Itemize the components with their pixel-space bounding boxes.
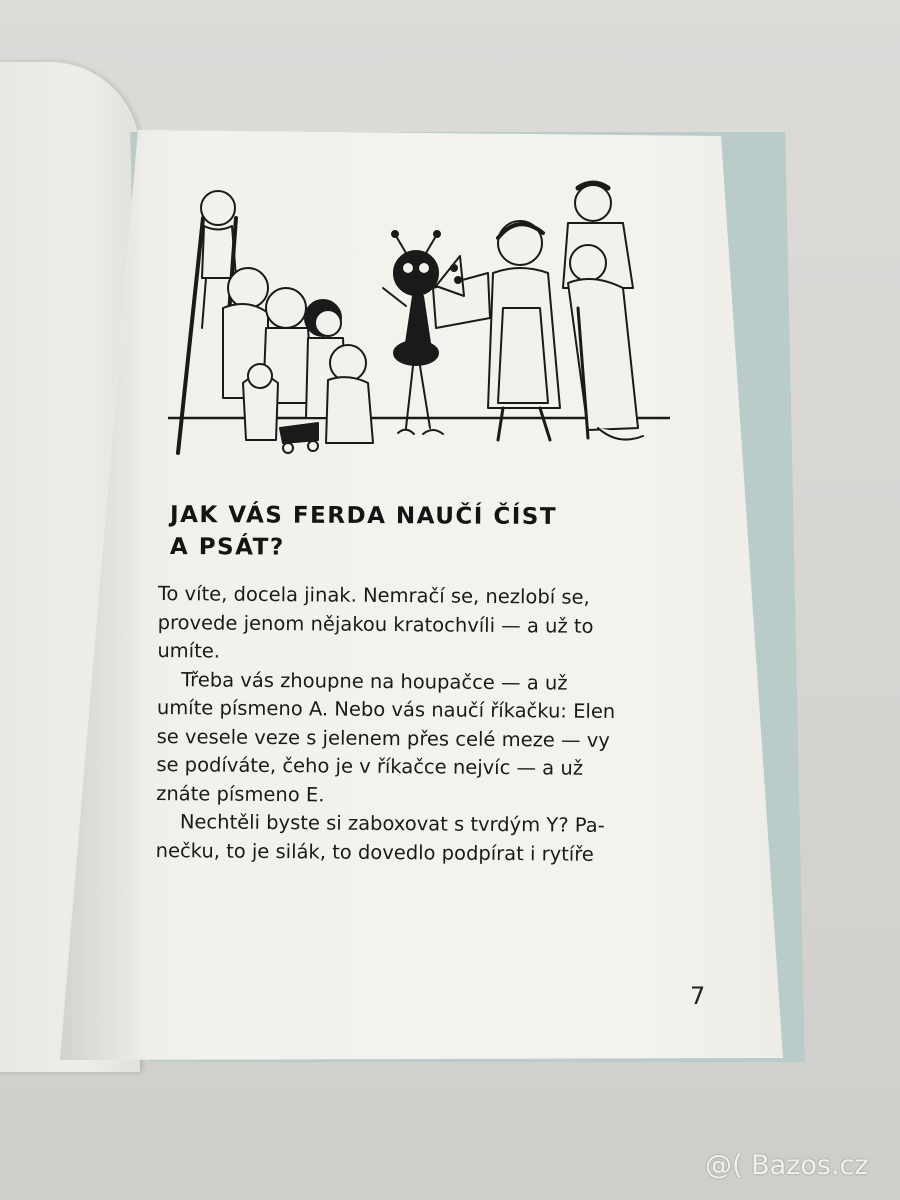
ferda-ant: [383, 231, 490, 434]
body-text: [156, 580, 728, 870]
children-group: [223, 268, 373, 453]
heading-line-2: A PSÁT?: [169, 533, 285, 561]
ferda-illustration: [168, 178, 670, 460]
text-line: Nechtěli byste si zaboxovat s tvrdým Y? Pa-: [179, 810, 605, 837]
heading-line-1: JAK VÁS FERDA NAUČÍ ČÍST: [170, 501, 558, 531]
text-line: nečku, to je silák, to dovedlo podpírat i rytíře: [155, 838, 594, 866]
mother-figure: [488, 221, 560, 440]
text-line: se vesele veze s jelenem přes celé meze — vy: [156, 724, 610, 752]
text-line: Třeba vás zhoupne na houpačce — a už: [181, 667, 568, 695]
text-line: umíte.: [157, 638, 221, 663]
text-line: To víte, docela jinak. Nemračí se, nezlobí se,: [157, 581, 590, 609]
bazos-watermark: @( Bazos.cz: [705, 1150, 869, 1181]
page-number: 7: [690, 982, 706, 1010]
text-line: znáte písmeno E.: [156, 781, 325, 806]
text-line: se podíváte, čeho je v říkačce nejvíc — a už: [156, 752, 584, 780]
text-line: umíte písmeno A. Nebo vás naučí říkačku: Elen: [156, 695, 616, 723]
page-heading: [170, 499, 557, 565]
text-line: provede jenom nějakou kratochvíli — a už to: [157, 610, 594, 638]
